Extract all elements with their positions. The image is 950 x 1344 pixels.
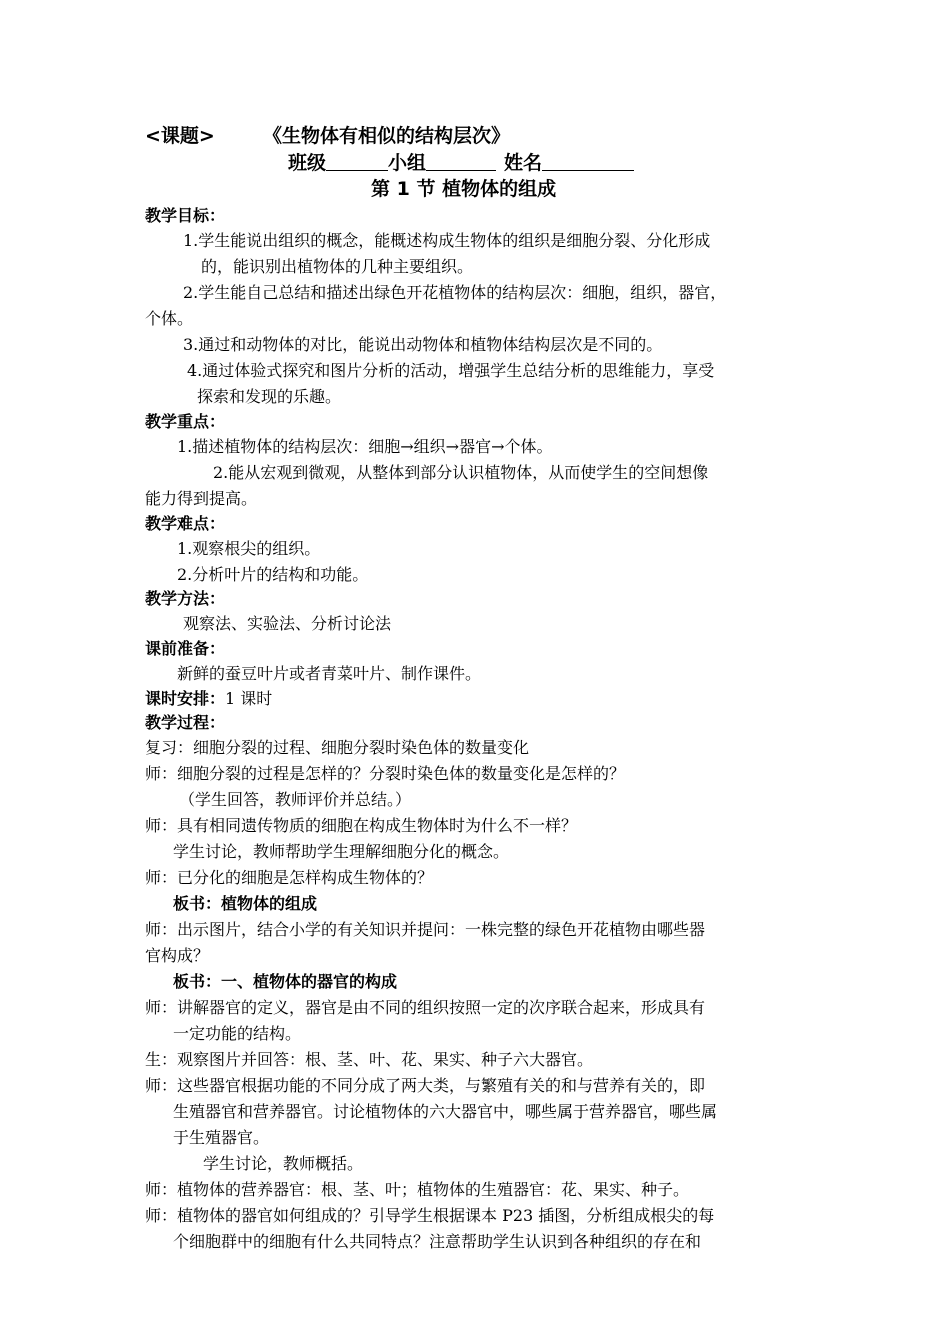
group-blank[interactable] — [426, 150, 496, 171]
process-line: 个细胞群中的细胞有什么共同特点？注意帮助学生认识到各种组织的存在和 — [173, 1232, 702, 1251]
lesson-title: 《生物体有相似的结构层次》 — [263, 125, 511, 147]
process-line: 师：植物体的营养器官：根、茎、叶；植物体的生殖器官：花、果实、种子。 — [145, 1180, 690, 1199]
preparation-text: 新鲜的蚕豆叶片或者青菜叶片、制作课件。 — [177, 664, 482, 683]
lesson-tag: <课题> — [145, 125, 215, 147]
name-label: 姓名 — [504, 152, 543, 174]
methods-heading: 教学方法： — [145, 589, 226, 608]
process-line: 师：植物体的器官如何组成的？引导学生根据课本 P23 插图，分析组成根尖的每 — [145, 1206, 715, 1225]
key-point-2-line-1: 2.能从宏观到微观，从整体到部分认识植物体，从而使学生的空间想像 — [213, 463, 709, 482]
difficulty-1: 1.观察根尖的组织。 — [177, 539, 321, 558]
process-line: 生：观察图片并回答：根、茎、叶、花、果实、种子六大器官。 — [145, 1050, 594, 1069]
key-points-heading: 教学重点： — [145, 412, 226, 431]
schedule-text: 1 课时 — [225, 689, 273, 708]
process-line: 学生讨论，教师帮助学生理解细胞分化的概念。 — [173, 842, 510, 861]
process-line: 师：已分化的细胞是怎样构成生物体的？ — [145, 868, 434, 887]
goals-heading: 教学目标： — [145, 206, 226, 225]
board-note: 板书：一、植物体的器官的构成 — [173, 972, 398, 991]
process-line: 师：出示图片，结合小学的有关知识并提问：一株完整的绿色开花植物由哪些器 — [145, 920, 706, 939]
process-line: 生殖器官和营养器官。讨论植物体的六大器官中，哪些属于营养器官，哪些属 — [173, 1102, 718, 1121]
goal-4-line-1: 4.通过体验式探究和图片分析的活动，增强学生总结分析的思维能力，享受 — [187, 361, 715, 380]
name-blank[interactable] — [542, 150, 634, 171]
process-line: 复习：细胞分裂的过程、细胞分裂时染色体的数量变化 — [145, 738, 530, 757]
process-line: 师：具有相同遗传物质的细胞在构成生物体时为什么不一样？ — [145, 816, 578, 835]
difficulty-2: 2.分析叶片的结构和功能。 — [177, 565, 369, 584]
goal-1-line-1: 1.学生能说出组织的概念，能概述构成生物体的组织是细胞分裂、分化形成 — [183, 231, 711, 250]
process-heading: 教学过程： — [145, 713, 226, 732]
process-line: 一定功能的结构。 — [173, 1024, 302, 1043]
section-title: 第 1 节 植物体的组成 — [371, 178, 557, 200]
process-line: 师：讲解器官的定义，器官是由不同的组织按照一定的次序联合起来，形成具有 — [145, 998, 706, 1017]
process-line: （学生回答，教师评价并总结。） — [179, 790, 412, 809]
key-point-1: 1.描述植物体的结构层次：细胞→组织→器官→个体。 — [177, 437, 553, 456]
methods-text: 观察法、实验法、分析讨论法 — [183, 614, 392, 633]
preparation-heading: 课前准备： — [145, 639, 226, 658]
goal-2-line-1: 2.学生能自己总结和描述出绿色开花植物体的结构层次：细胞，组织，器官， — [183, 283, 727, 302]
process-line: 学生讨论，教师概括。 — [203, 1154, 364, 1173]
class-blank[interactable] — [326, 150, 388, 171]
goal-4-line-2: 探索和发现的乐趣。 — [197, 387, 342, 406]
class-field — [288, 150, 634, 176]
class-label: 班级 — [288, 152, 327, 174]
process-line: 于生殖器官。 — [173, 1128, 270, 1147]
process-line: 官构成？ — [145, 946, 210, 965]
process-line: 师：细胞分裂的过程是怎样的？分裂时染色体的数量变化是怎样的？ — [145, 764, 626, 783]
schedule-heading: 课时安排： — [145, 689, 226, 708]
difficulties-heading: 教学难点： — [145, 514, 226, 533]
schedule-line — [145, 686, 272, 712]
goal-1-line-2: 的，能识别出植物体的几种主要组织。 — [201, 257, 474, 276]
group-label: 小组 — [388, 152, 427, 174]
goal-3: 3.通过和动物体的对比，能说出动物体和植物体结构层次是不同的。 — [183, 335, 663, 354]
goal-2-line-2: 个体。 — [145, 309, 194, 328]
key-point-2-line-2: 能力得到提高。 — [145, 489, 258, 508]
board-note: 板书：植物体的组成 — [173, 894, 318, 913]
process-line: 师：这些器官根据功能的不同分成了两大类，与繁殖有关的和与营养有关的，即 — [145, 1076, 706, 1095]
